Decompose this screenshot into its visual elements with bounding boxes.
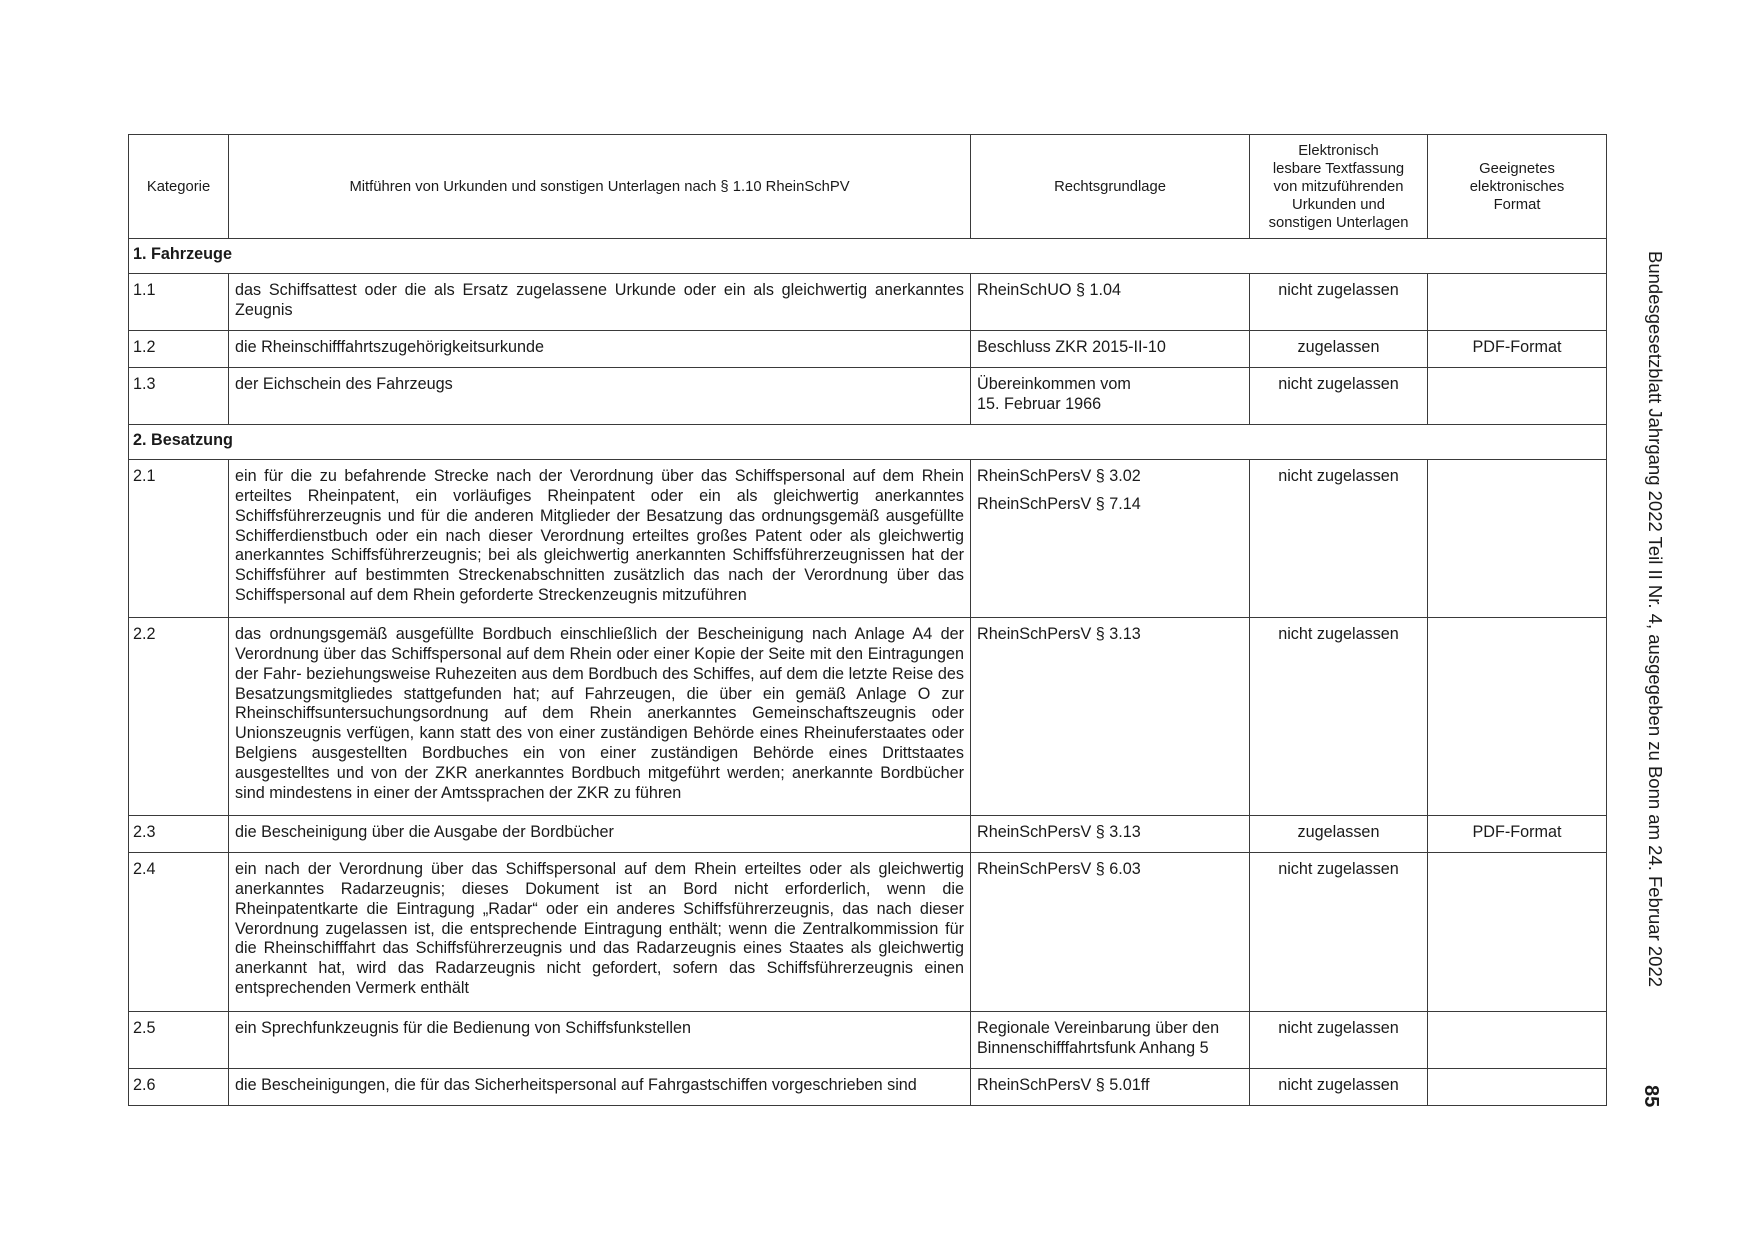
header-textfassung-line: sonstigen Unterlagen [1268, 214, 1409, 231]
row-status: nicht zugelassen [1250, 1068, 1428, 1105]
row-text: die Bescheinigung über die Ausgabe der Bordbücher [229, 815, 971, 852]
basis-line: Beschluss ZKR 2015-II-10 [977, 337, 1166, 356]
header-textfassung-line: Urkunden und [1292, 196, 1385, 213]
row-status: zugelassen [1250, 330, 1428, 367]
basis-line: RheinSchPersV § 6.03 [977, 859, 1141, 878]
basis-line: RheinSchPersV § 3.02 [977, 466, 1141, 485]
table-row [129, 330, 1607, 367]
row-format [1428, 852, 1607, 1011]
basis-line: RheinSchPersV § 3.13 [977, 624, 1141, 643]
basis-line: Regionale Vereinbarung über den Binnenschifffahrtsfunk Anhang 5 [977, 1018, 1220, 1057]
row-status: zugelassen [1250, 815, 1428, 852]
table-row [129, 815, 1607, 852]
header-format-line: Geeignetes [1479, 160, 1555, 177]
row-format [1428, 367, 1607, 424]
row-status: nicht zugelassen [1250, 367, 1428, 424]
page-number-text: 85 [1640, 1085, 1662, 1108]
row-number: 2.2 [129, 617, 229, 815]
header-format [1428, 135, 1607, 239]
table-header-row [129, 135, 1607, 239]
section-title: 2. Besatzung [129, 424, 1607, 459]
table-row [129, 852, 1607, 1011]
basis-line: RheinSchPersV § 7.14 [977, 494, 1141, 513]
table-row [129, 617, 1607, 815]
row-number: 2.3 [129, 815, 229, 852]
header-format-line: elektronisches [1469, 178, 1565, 195]
table-row [129, 367, 1607, 424]
row-number: 2.5 [129, 1011, 229, 1068]
row-format [1428, 1068, 1607, 1105]
row-basis [971, 617, 1250, 815]
row-text: das Schiffsattest oder die als Ersatz zugelassene Urkunde oder ein als gleichwertig anerkanntes Zeugnis [229, 273, 971, 330]
basis-line: RheinSchPersV § 5.01ff [977, 1075, 1150, 1094]
header-textfassung [1250, 135, 1428, 239]
table-row [129, 459, 1607, 617]
row-text: die Rheinschifffahrtszugehörigkeitsurkunde [229, 330, 971, 367]
table-row [129, 273, 1607, 330]
row-number: 2.4 [129, 852, 229, 1011]
row-status: nicht zugelassen [1250, 1011, 1428, 1068]
row-format [1428, 1011, 1607, 1068]
header-format-line: Format [1493, 196, 1541, 213]
header-kategorie: Kategorie [129, 135, 229, 239]
row-number: 1.2 [129, 330, 229, 367]
table-row [129, 1011, 1607, 1068]
section-row [129, 239, 1607, 274]
row-number: 2.6 [129, 1068, 229, 1105]
running-head-text: Bundesgesetzblatt Jahrgang 2022 Teil II Nr. 4, ausgegeben zu Bonn am 24. Februar 2022 [1645, 251, 1666, 988]
row-text: ein Sprechfunkzeugnis für die Bedienung von Schiffsfunkstellen [229, 1011, 971, 1068]
row-status: nicht zugelassen [1250, 617, 1428, 815]
row-format: PDF-Format [1428, 330, 1607, 367]
basis-line: RheinSchUO § 1.04 [977, 280, 1121, 299]
row-status: nicht zugelassen [1250, 273, 1428, 330]
row-format [1428, 273, 1607, 330]
row-basis [971, 1068, 1250, 1105]
row-basis [971, 815, 1250, 852]
row-format: PDF-Format [1428, 815, 1607, 852]
row-format [1428, 617, 1607, 815]
row-basis [971, 273, 1250, 330]
header-textfassung-line: von mitzuführenden [1273, 178, 1404, 195]
row-number: 1.3 [129, 367, 229, 424]
header-rechtsgrundlage: Rechtsgrundlage [971, 135, 1250, 239]
row-text: ein für die zu befahrende Strecke nach der Verordnung über das Schiffspersonal auf dem Rhein erteiltes Rheinpatent, ein vorläufiges Rheinpatent oder ein als gleichwertig anerkanntes Schiffsführerzeugnis und für die anderen Mitglieder der Besatzung das ordnungsgemäß ausgefüllte Schifferdienstbuch oder ein nach dieser Verordnung erteiltes großes Patent oder als gleichwertig anerkanntes Schiffsführerzeugnis; bei als gleichwertig anerkannten Schiffsführerzeugnissen hat der Schiffsführer auf bestimmten Streckenabschnitten zusätzlich das nach der Verordnung über das Schiffspersonal auf dem Rhein geforderte Streckenzeugnis mitzuführen [229, 459, 971, 617]
row-basis [971, 367, 1250, 424]
regulation-table [128, 134, 1607, 1106]
basis-line: RheinSchPersV § 3.13 [977, 822, 1141, 841]
section-row [129, 424, 1607, 459]
header-textfassung-line: Elektronisch [1298, 142, 1379, 159]
row-text: ein nach der Verordnung über das Schiffspersonal auf dem Rhein erteiltes oder als gleichwertig anerkanntes Radarzeugnis; dieses Dokument ist an Bord nicht erforderlich, wenn die Rheinpatentkarte die Eintragung „Radar“ oder ein anderes Schiffsführerzeugnis, das nach dieser Verordnung zugelassen ist, die entsprechende Eintragung enthält; wenn die Zentralkommission für die Rheinschifffahrt das Schiffsführerzeugnis und das Radarzeugnis eines Staates als gleichwertig anerkannt hat, wird das Radarzeugnis nicht gefordert, sofern das Schiffsführerzeugnis einen entsprechenden Vermerk enthält [229, 852, 971, 1011]
running-head [1630, 251, 1690, 1001]
table-row [129, 1068, 1607, 1105]
row-text: der Eichschein des Fahrzeugs [229, 367, 971, 424]
header-textfassung-line: lesbare Textfassung [1272, 160, 1405, 177]
row-status: nicht zugelassen [1250, 852, 1428, 1011]
page-number [1632, 1085, 1672, 1121]
row-status: nicht zugelassen [1250, 459, 1428, 617]
row-text: die Bescheinigungen, die für das Sicherheitspersonal auf Fahrgastschiffen vorgeschrieben sind [229, 1068, 971, 1105]
row-basis [971, 330, 1250, 367]
row-basis [971, 852, 1250, 1011]
row-text: das ordnungsgemäß ausgefüllte Bordbuch einschließlich der Bescheinigung nach Anlage A4 der Verordnung über das Schiffspersonal auf dem Rhein oder einer Kopie der Seite mit den Eintragungen der Fahr- beziehungsweise Ruhezeiten aus dem Bordbuch des Schiffes, auf dem die letzte Reise des Besatzungsmitgliedes stattgefunden hat; auf Fahrzeugen, die über ein gemäß Anlage O zur Rheinschiffsuntersuchungsordnung auf dem Rhein anerkanntes Gemeinschaftszeugnis oder Unionszeugnis verfügen, kann statt des von einer zuständigen Behörde eines Rheinuferstaates oder Belgiens ausgestellten Bordbuches ein von einer zuständigen Behörde eines Drittstaates ausgestelltes und von der ZKR anerkanntes Bordbuch mitgeführt werden; anerkannte Bordbücher sind mindestens in einer der Amtssprachen der ZKR zu führen [229, 617, 971, 815]
row-number: 1.1 [129, 273, 229, 330]
row-basis [971, 459, 1250, 617]
section-title: 1. Fahrzeuge [129, 239, 1607, 274]
row-basis [971, 1011, 1250, 1068]
row-number: 2.1 [129, 459, 229, 617]
row-format [1428, 459, 1607, 617]
header-mitfuehren: Mitführen von Urkunden und sonstigen Unterlagen nach § 1.10 RheinSchPV [229, 135, 971, 239]
basis-line: Übereinkommen vom 15. Februar 1966 [977, 374, 1131, 413]
